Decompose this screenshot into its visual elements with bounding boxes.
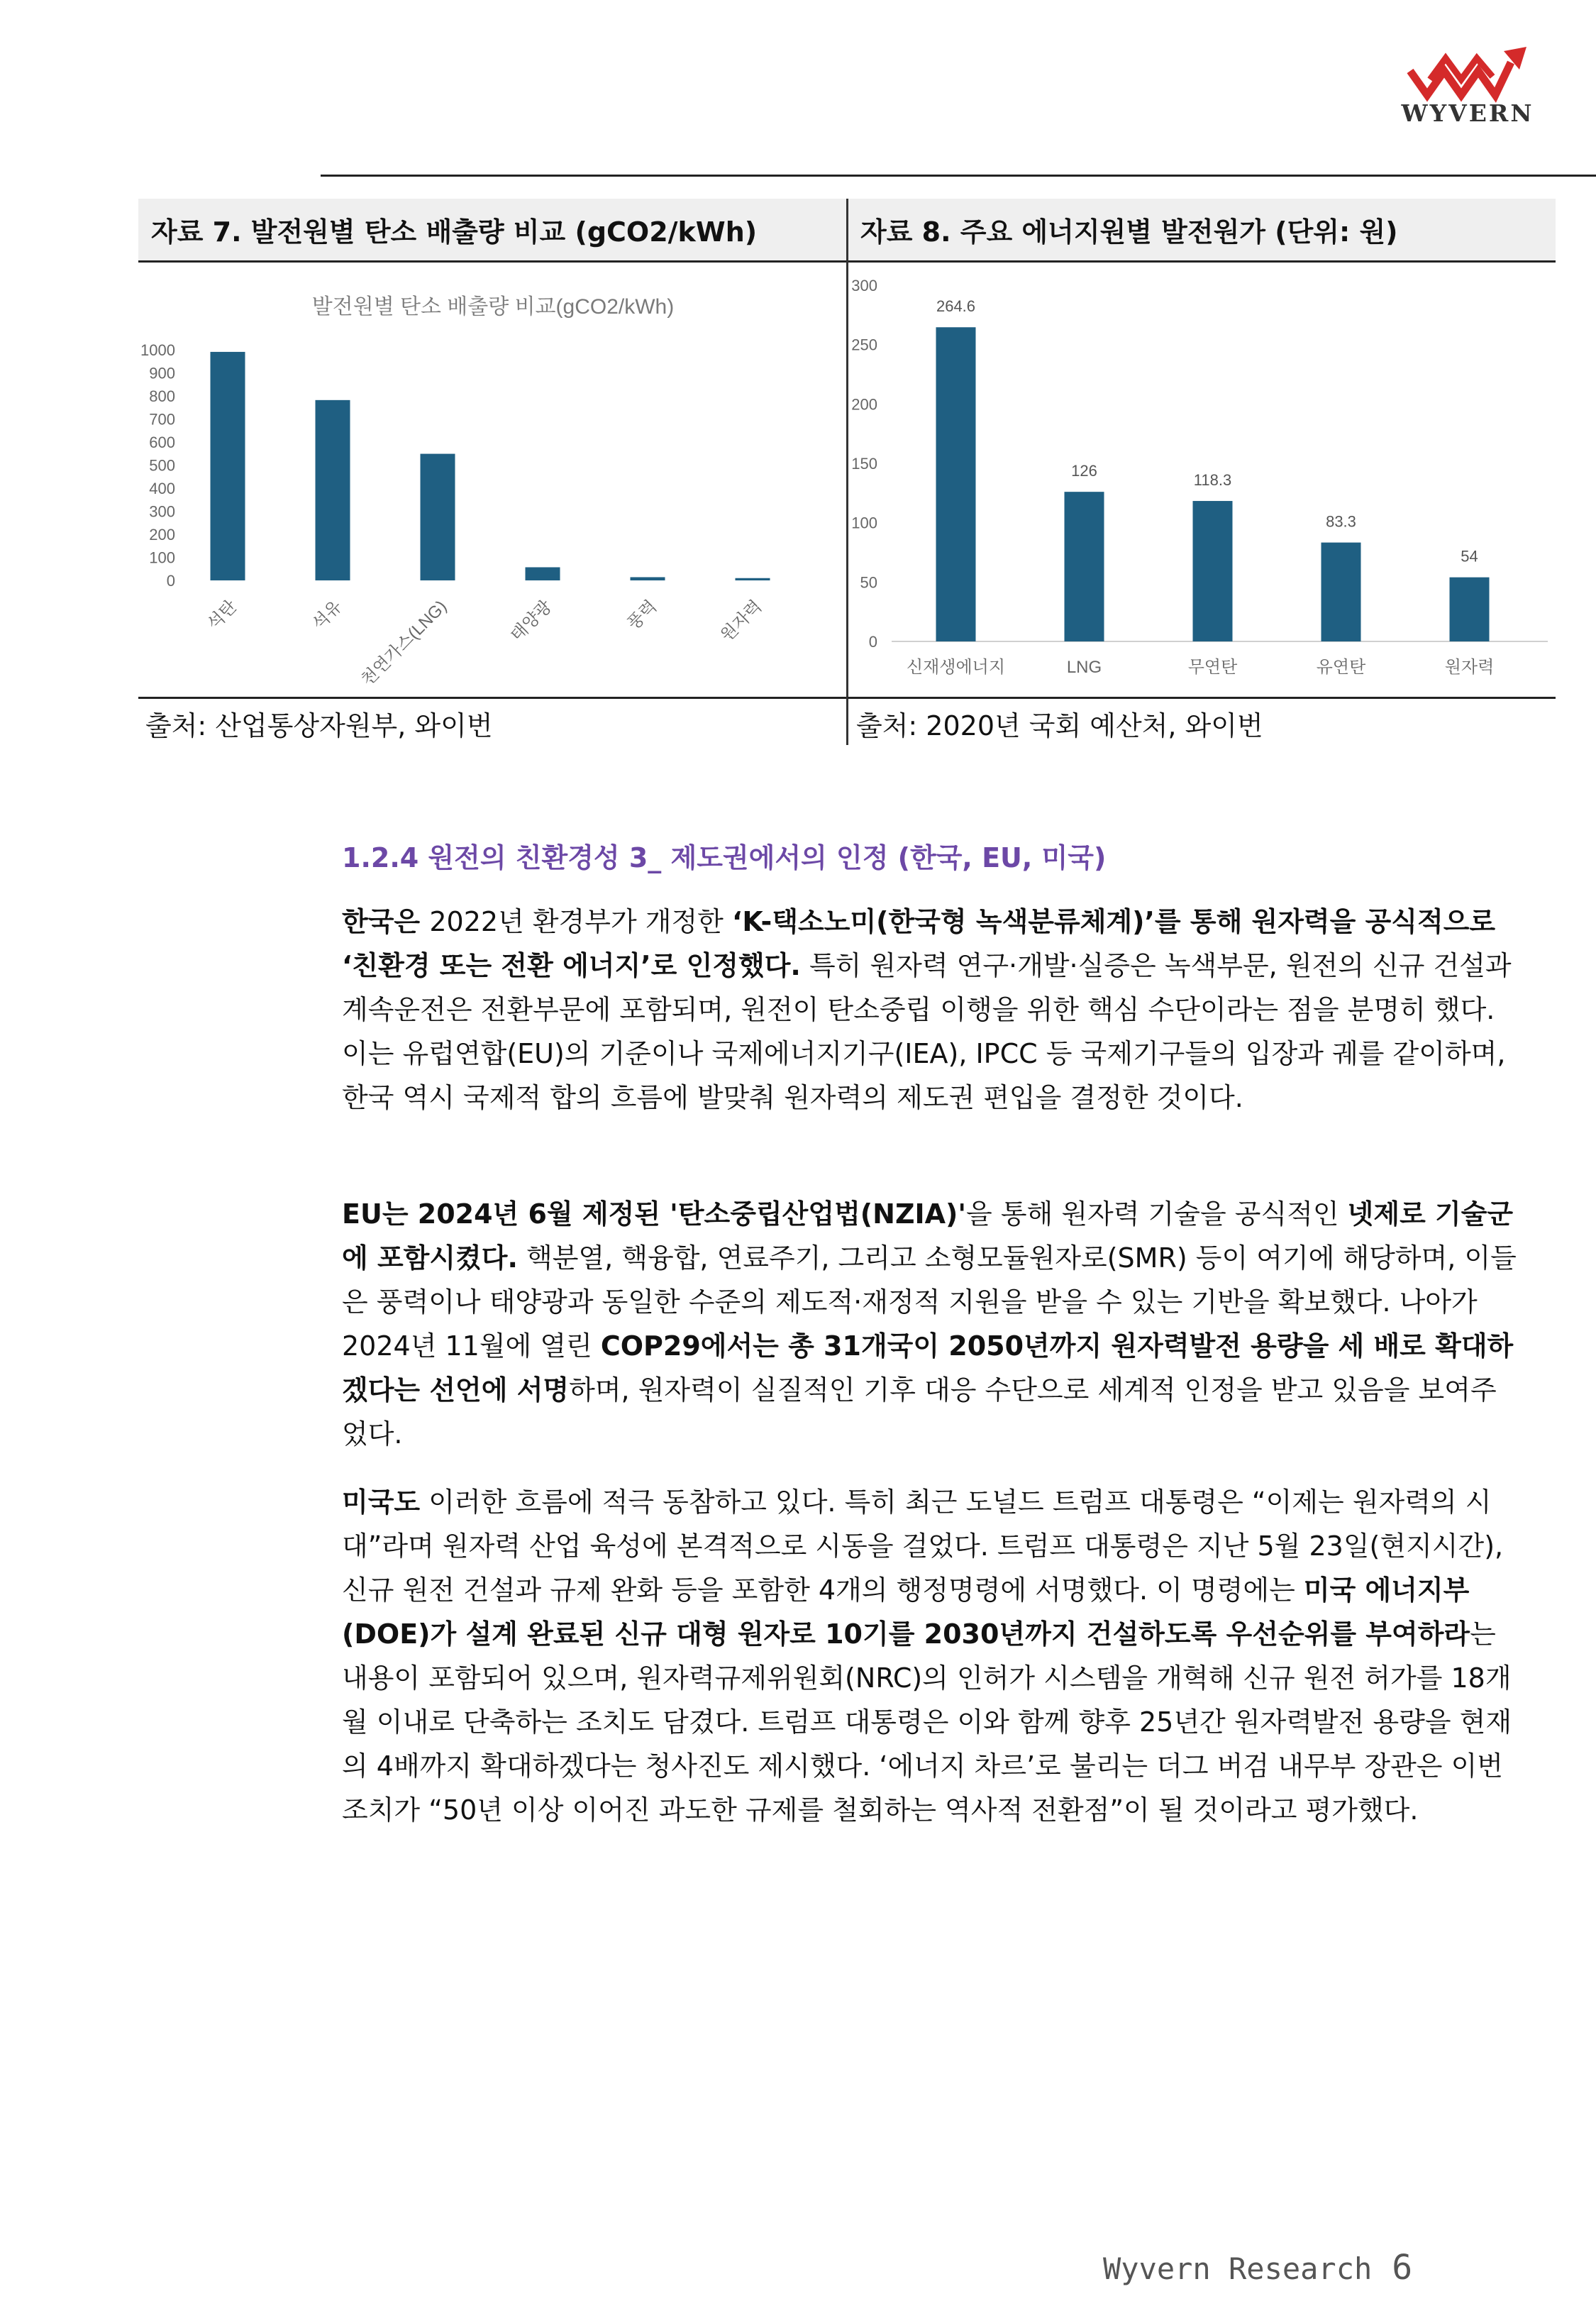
paragraph-korea [342, 900, 1519, 1120]
chart-7-bar [526, 567, 560, 580]
chart-carbon-emissions [138, 264, 844, 695]
chart-7-xtick: 원자력 [716, 597, 766, 646]
chart-8-value-label: 54 [1461, 547, 1478, 566]
paragraph-run: 미국도 [342, 1486, 421, 1518]
paragraph-run: 을 통해 원자력 기술을 공식적인 [966, 1198, 1348, 1230]
paragraph-run: 넷제로 기술군에 포함시켰다. [342, 1198, 1514, 1274]
chart-7-ytick: 500 [149, 456, 175, 475]
chart-8-bar [1065, 492, 1104, 641]
paragraph-run: 이러한 흐름에 적극 동참하고 있다. 특히 최근 도널드 트럼프 대통령은 “이제는 원자력의 시대”라며 원자력 산업 육성에 본격적으로 시동을 걸었다. 트럼프 대통령은 지난 5월 23일(현지시간), 신규 원전 건설과 규제 완화 등을 포함한 4개의 행정명령에 서명했다. 이 명령에는 [342, 1486, 1504, 1606]
chart-8-ytick: 250 [851, 336, 877, 354]
figure-7-bottom-rule [138, 697, 846, 699]
chart-7-ytick: 0 [166, 572, 175, 590]
chart-generation-cost [849, 264, 1555, 695]
figure-7-label: 자료 7. 발전원별 탄소 배출량 비교 (gCO2/kWh) [138, 199, 846, 263]
chart-8-bar [936, 327, 976, 641]
chart-8-bar [1450, 578, 1490, 641]
chart-8-xtick: 원자력 [1444, 658, 1495, 677]
chart-8-ytick: 200 [851, 395, 877, 414]
figure-8-label: 자료 8. 주요 에너지원별 발전원가 (단위: 원) [848, 199, 1556, 263]
chart-7-bar [631, 577, 665, 580]
figure-8-source: 출처: 2020년 국회 예산처, 와이번 [856, 710, 1263, 741]
chart-8-ytick: 50 [860, 573, 877, 592]
paragraph-run: ‘K-택소노미(한국형 녹색분류체계)’를 통해 원자력을 공식적으로 ‘친환경 또는 전환 에너지’로 인정했다. [342, 906, 1496, 981]
chart-8-value-label: 126 [1071, 462, 1097, 480]
chart-7-xtick: 태양광 [506, 597, 556, 646]
chart-7-title: 발전원별 탄소 배출량 비교(gCO2/kWh) [311, 295, 675, 319]
chart-8-xtick: 신재생에너지 [906, 658, 1006, 677]
chart-8-bar [1321, 543, 1361, 641]
chart-8-value-label: 264.6 [936, 297, 976, 316]
page-number: 6 [1392, 2248, 1413, 2288]
chart-8-xtick: 무연탄 [1187, 658, 1238, 677]
footer [1103, 2248, 1412, 2288]
chart-8-ytick: 0 [868, 633, 877, 651]
chart-7-ytick: 400 [149, 480, 175, 497]
paragraph-run: EU는 2024년 6월 제정된 '탄소중립산업법(NZIA)' [342, 1198, 967, 1230]
paragraph-eu [342, 1192, 1519, 1456]
chart-7-ytick: 800 [149, 387, 175, 405]
chart-7-bar [211, 352, 245, 580]
figure-divider [846, 199, 848, 745]
chart-8-xtick: LNG [1066, 658, 1102, 677]
chart-7-xtick: 석탄 [204, 597, 241, 634]
section-title: 1.2.4 원전의 친환경성 3_ 제도권에서의 인정 (한국, EU, 미국) [342, 842, 1107, 873]
chart-7-ytick: 700 [149, 410, 175, 429]
chart-8-value-label: 118.3 [1193, 471, 1232, 490]
chart-7-xtick: 석유 [309, 597, 346, 634]
chart-7-ytick: 1000 [140, 341, 175, 359]
chart-8-bar [1193, 501, 1233, 641]
paragraph-run: 한국은 [342, 906, 430, 937]
footer-brand: Wyvern Research [1103, 2251, 1373, 2286]
paragraph-run: 핵분열, 핵융합, 연료주기, 그리고 소형모듈원자로(SMR) 등이 여기에 해당하며, 이들은 풍력이나 태양광과 동일한 수준의 제도적·재정적 지원을 받을 수 있는 기반을 확보했다. 나아가 2024년 11월에 열린 [342, 1242, 1517, 1362]
chart-7-ytick: 600 [149, 434, 175, 451]
paragraph-run: COP29에서는 총 31개국이 2050년까지 원자력발전 용량을 세 배로 확대하겠다는 선언에 서명 [342, 1330, 1514, 1406]
chart-8-ytick: 100 [851, 514, 877, 532]
paragraph-run: 는 내용이 포함되어 있으며, 원자력규제위원회(NRC)의 인허가 시스템을 개혁해 신규 원전 허가를 18개월 이내로 단축하는 조치도 담겼다. 트럼프 대통령은 이와 함께 향후 25년간 원자력발전 용량을 현재의 4배까지 확대하겠다는 청사진도 제시했다. ‘에너지 차르’로 불리는 더그 버검 내무부 장관은 이번 조치가 “50년 이상 이어진 과도한 규제를 철회하는 역사적 전환점”이 될 것이라고 평가했다. [342, 1618, 1512, 1826]
chart-7-ytick: 100 [149, 548, 175, 567]
chart-7-bar [421, 454, 455, 580]
paragraph-run: 특히 원자력 연구·개발·실증은 녹색부문, 원전의 신규 건설과 계속운전은 전환부문에 포함되며, 원전이 탄소중립 이행을 위한 핵심 수단이라는 점을 분명히 했다. 이는 유럽연합(EU)의 기준이나 국제에너지기구(IEA), IPCC 등 국제기구들의 입장과 궤를 같이하며, 한국 역시 국제적 합의 흐름에 발맞춰 원자력의 제도권 편입을 결정한 것이다. [342, 950, 1512, 1113]
chart-7-ytick: 300 [149, 502, 175, 521]
figure-8-bottom-rule [848, 697, 1556, 699]
chart-7-bar [736, 578, 770, 580]
paragraph-run: 미국 에너지부(DOE)가 설계 완료된 신규 대형 원자로 10기를 2030년까지 건설하도록 우선순위를 부여하라 [342, 1574, 1470, 1650]
chart-7-xtick: 풍력 [624, 597, 661, 634]
brand-name: WYVERN [1401, 99, 1534, 127]
paragraph-run: 하며, 원자력이 실질적인 기후 대응 수단으로 세계적 인정을 받고 있음을 보여주었다. [342, 1374, 1497, 1450]
chart-8-value-label: 83.3 [1326, 512, 1356, 531]
chart-7-xtick: 천연가스(LNG) [358, 597, 451, 690]
header-rule [321, 175, 1596, 177]
figure-7-source: 출처: 산업통상자원부, 와이번 [145, 710, 493, 741]
chart-8-xtick: 유연탄 [1316, 658, 1366, 677]
chart-7-ytick: 900 [149, 364, 175, 382]
paragraph-run: 2022년 환경부가 개정한 [429, 906, 732, 937]
chart-7-bar [316, 400, 350, 580]
chart-8-ytick: 300 [851, 277, 877, 294]
chart-8-ytick: 150 [851, 455, 877, 473]
paragraph-us [342, 1480, 1519, 1832]
chart-7-ytick: 200 [149, 526, 175, 544]
